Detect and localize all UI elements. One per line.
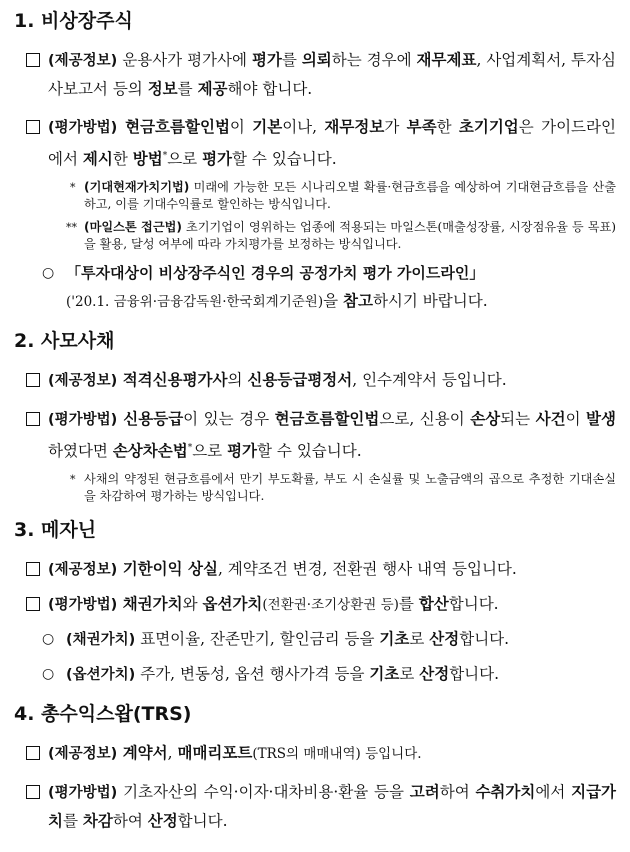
checkbox-square-icon: [26, 746, 40, 760]
item-label: (제공정보): [48, 53, 118, 69]
item-label: (제공정보): [48, 373, 118, 390]
footnote-milestone: ** (마일스톤 접근법) 초기기업이 영위하는 업종에 적용되는 마일스톤(매출성장률, 시장점유율 등 목표)을 활용, 달성 여부에 따라 가치평가를 보정하는 방식입니다.: [66, 220, 617, 252]
item-valuation-method: (평가방법) 신용등급이 있는 경우 현금흐름할인법으로, 신용이 손상되는 사건이 발생하였다면 손상차손법*으로 평가할 수 있습니다.: [14, 405, 616, 465]
footnote-expected-value: * (기대현재가치기법) 미래에 가능한 모든 시나리오별 확률·현금흐름을 예상하여 기대현금흐름을 산출하고, 이를 기대수익률로 할인하는 방식입니다.: [70, 180, 616, 212]
item-provided-info: (제공정보) 계약서, 매매리포트(TRS의 매매내역) 등입니다.: [14, 739, 616, 768]
section-title-trs: 4. 총수익스왑(TRS): [14, 703, 192, 726]
sub-item-bond-value: ○ (채권가치) 표면이율, 잔존만기, 할인금리 등을 기초로 산정합니다.: [14, 625, 616, 654]
section-title-unlisted-stock: 1. 비상장주식: [14, 10, 133, 32]
item-label: (평가방법): [48, 597, 118, 614]
circle-bullet-icon: ○: [42, 666, 55, 683]
checkbox-square-icon: [26, 412, 40, 426]
checkbox-square-icon: [26, 562, 40, 576]
item-label: (제공정보): [48, 746, 118, 763]
checkbox-square-icon: [26, 597, 40, 611]
checkbox-square-icon: [26, 373, 40, 387]
item-provided-info: (제공정보) 적격신용평가사의 신용등급평정서, 인수계약서 등입니다.: [14, 366, 616, 395]
sub-item-option-value: ○ (옵션가치) 주가, 변동성, 옵션 행사가격 등을 기초로 산정합니다.: [14, 660, 616, 689]
item-valuation-method: (평가방법) 기초자산의 수익·이자·대차비용·환율 등을 고려하여 수취가치에서 지급가치를 차감하여 산정합니다.: [14, 778, 616, 835]
item-valuation-method: (평가방법) 채권가치와 옵션가치(전환권·조기상환권 등)를 합산합니다.: [14, 590, 616, 619]
item-provided-info: (제공정보) 운용사가 평가사에 평가를 의뢰하는 경우에 재무제표, 사업계획서, 투자심사보고서 등의 정보를 제공해야 합니다.: [14, 46, 616, 103]
guideline-reference: ○ 「투자대상이 비상장주식인 경우의 공정가치 평가 가이드라인」 ('20.1. 금융위·금융감독원·한국회계기준원)을 참고하시기 바랍니다.: [14, 259, 616, 316]
item-label: (평가방법): [48, 785, 118, 802]
checkbox-square-icon: [26, 120, 40, 134]
checkbox-square-icon: [26, 785, 40, 799]
circle-bullet-icon: ○: [42, 265, 55, 282]
item-valuation-method: (평가방법) 현금흐름할인법이 기본이나, 재무정보가 부족한 초기기업은 가이드라인에서 제시한 방법*으로 평가할 수 있습니다.: [14, 113, 616, 173]
footnote-impairment: * 사채의 약정된 현금흐름에서 만기 부도확률, 부도 시 손실률 및 노출금액의 곱으로 추정한 기대손실을 차감하여 평가하는 방식입니다.: [70, 472, 616, 504]
item-label: (제공정보): [48, 562, 118, 579]
checkbox-square-icon: [26, 53, 40, 67]
item-label: (평가방법): [48, 412, 118, 429]
circle-bullet-icon: ○: [42, 631, 55, 648]
item-label: (평가방법): [48, 120, 118, 136]
section-title-private-bonds: 2. 사모사채: [14, 330, 115, 353]
section-title-mezzanine: 3. 메자닌: [14, 519, 97, 542]
item-provided-info: (제공정보) 기한이익 상실, 계약조건 변경, 전환권 행사 내역 등입니다.: [14, 555, 616, 584]
